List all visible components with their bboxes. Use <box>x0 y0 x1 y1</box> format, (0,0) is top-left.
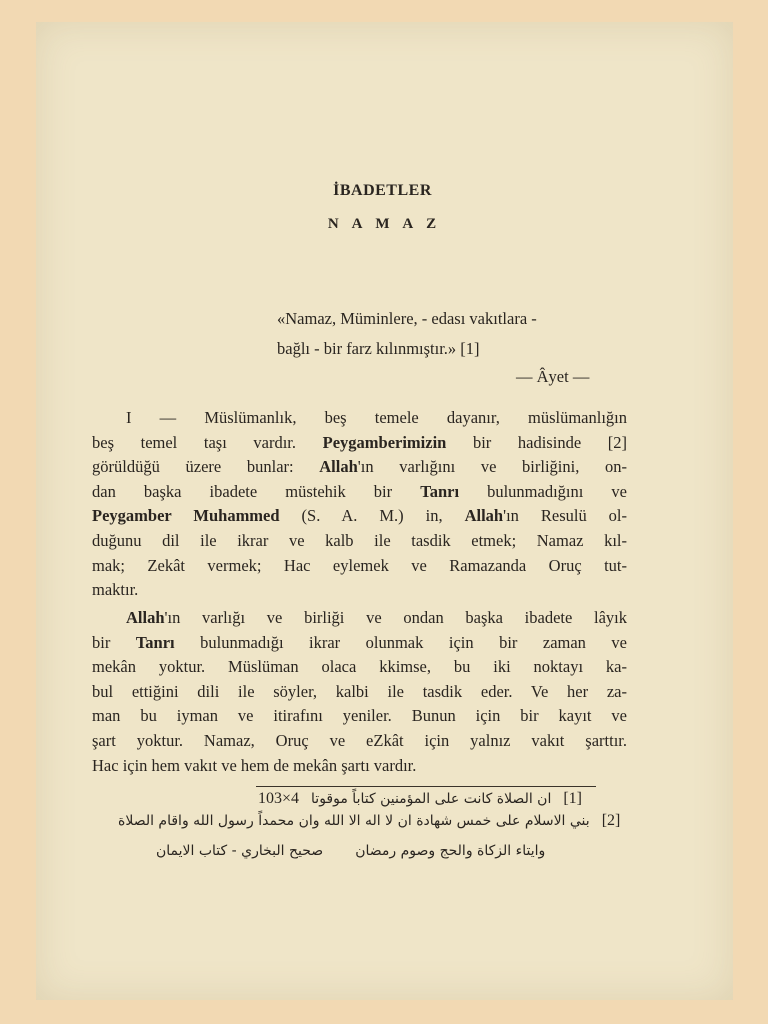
text-run: bul ettiğini dili ile söyler, kalbi ile tasdik eder. Ve her za- <box>92 681 627 701</box>
text-line <box>92 406 627 431</box>
text-line <box>92 455 627 480</box>
text-run: (S. A. M.) in, <box>279 506 465 526</box>
footnote-1-arabic: ان الصلاة كانت على المؤمنين كتاباً موقوتا <box>311 791 552 807</box>
footnote-2-arabic: بني الاسلام على خمس شهادة ان لا اله الا الله وان محمداً رسول الله واقام الصلاة <box>118 813 590 829</box>
text-line <box>92 729 627 754</box>
text-line <box>92 655 627 680</box>
text-run: I — Müslümanlık, beş temele dayanır, müslümanlığın <box>126 408 627 427</box>
text-run: bir <box>92 632 136 652</box>
text-run: dan başka ibadete müstehik bir <box>92 481 421 501</box>
text-line <box>92 529 627 554</box>
text-run: maktır. <box>92 580 139 600</box>
text-line <box>92 554 627 579</box>
text-run: beş temel taşı vardır. <box>92 432 323 452</box>
footnote-2-source: صحيح البخاري - كتاب الايمان <box>156 843 324 859</box>
bold-term: Tanrı <box>135 632 175 652</box>
bold-term: Peygamber Muhammed <box>92 506 280 526</box>
text-run: şart yoktur. Namaz, Oruç ve eZkât için yalnız vakıt şarttır. <box>92 730 627 750</box>
text-run: 'ın varlığı ve birliği ve ondan başka ibadete lâyık <box>164 608 627 627</box>
footnote-1-marker: [1] <box>563 790 582 807</box>
text-run: duğunu dil ile ikrar ve kalb ile tasdik etmek; Namaz kıl- <box>92 530 627 550</box>
text-line <box>92 680 627 705</box>
footnote-1 <box>258 790 582 808</box>
bold-term: Allah <box>319 457 358 477</box>
page-subtitle: N A M A Z <box>327 216 442 232</box>
bold-term: Allah <box>126 608 165 627</box>
verse-line-1: «Namaz, Müminlere, - edası vakıtlara - <box>277 309 537 328</box>
footnote-2-arabic-continued: وايتاء الزكاة والحج وصوم رمضان <box>355 843 546 859</box>
text-run: bir hadisinde [2] <box>446 432 627 452</box>
paragraph-1 <box>92 406 627 603</box>
page-title: İBADETLER <box>333 182 432 199</box>
text-line <box>92 631 627 656</box>
text-line <box>92 504 627 529</box>
text-line <box>92 606 627 631</box>
text-run: Hac için hem vakıt ve hem de mekân şartı vardır. <box>92 755 417 775</box>
text-run: bulunmadığı ikrar olunmak için bir zaman ve <box>174 632 627 652</box>
text-line <box>92 578 627 603</box>
text-line <box>92 431 627 456</box>
text-run: 'ın Resulü ol- <box>503 506 627 526</box>
text-run: man bu iyman ve itirafını yeniler. Bunun için bir kayıt ve <box>92 706 627 726</box>
text-run: görüldüğü üzere bunlar: <box>92 457 320 477</box>
text-line <box>92 704 627 729</box>
verse-attribution: — Âyet — <box>516 367 590 386</box>
footnote-divider <box>256 786 596 787</box>
verse-line-2: bağlı - bir farz kılınmıştır.» [1] <box>277 339 480 358</box>
text-run: mekân yoktur. Müslüman olaca kkimse, bu iki noktayı ka- <box>92 657 627 677</box>
bold-term: Tanrı <box>420 481 460 501</box>
footnote-2 <box>118 812 620 830</box>
paragraph-2 <box>92 606 627 778</box>
text-run: 'ın varlığını ve birliğini, on- <box>357 457 627 477</box>
text-line <box>92 754 627 779</box>
bold-term: Peygamberimizin <box>322 432 447 452</box>
text-run: bulunmadığını ve <box>459 481 627 501</box>
bold-term: Allah <box>464 506 504 526</box>
footnote-2-marker: [2] <box>601 812 621 829</box>
text-run: mak; Zekât vermek; Hac eylemek ve Ramazanda Oruç tut- <box>92 555 627 575</box>
footnote-1-reference: 103×4 <box>258 790 300 807</box>
book-page <box>36 22 733 1000</box>
text-line <box>92 480 627 505</box>
footnote-2-continued <box>156 842 545 860</box>
